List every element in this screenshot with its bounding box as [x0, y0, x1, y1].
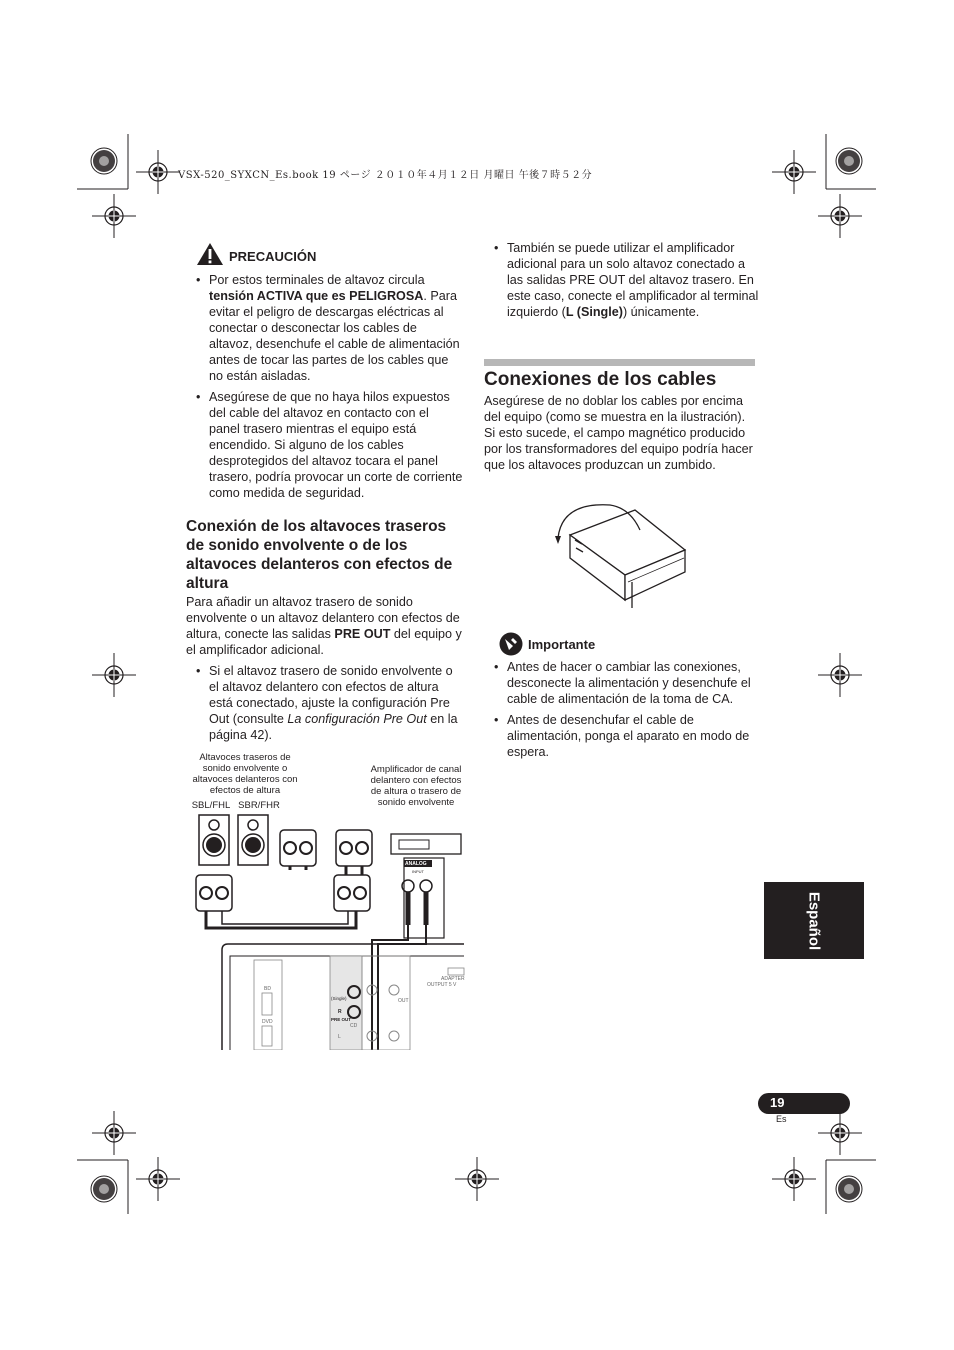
language-side-tab [764, 882, 864, 959]
caution-bullet-1-text-end: . Para evitar el peligro de descargas eléctricas al conectar o desconectar los cables de altavoz, desenchufe el cable de alimentación antes de tocar las partes de los cables que no están aisladas. [209, 289, 460, 383]
section2-heading: Conexiones de los cables [484, 369, 717, 390]
bullet-dot: • [196, 664, 201, 678]
label-l: L [338, 1034, 341, 1040]
important-note-icon [499, 632, 523, 656]
label-speakers: Altavoces traseros de sonido envolvente o altavoces delanteros con efectos de altura [192, 752, 298, 796]
caution-bullet-1 [196, 272, 463, 384]
important-bullet-1-text: Antes de hacer o cambiar las conexiones, desconecte la alimentación y desenchufe el cable de alimentación de la toma de CA. [507, 660, 751, 706]
caution-bullet-2-text: Asegúrese de que no haya hilos expuestos del cable del altavoz en contacto con el panel trasero mientras el equipo está encendido. Si alguno de los cables desprotegidos del altavoz tocara el panel trasero, podría provocar un corte de corriente como medida de seguridad. [209, 390, 463, 500]
page-language-code: Es [776, 1114, 787, 1124]
section1-heading: Conexión de los altavoces traseros de sonido envolvente o de los altavoces delanteros con efectos de altura [186, 518, 453, 592]
section-divider [484, 359, 755, 366]
caution-title: PRECAUCIÓN [229, 249, 317, 264]
section1-intro-text: Para añadir un altavoz trasero de sonido envolvente o un altavoz delantero con efectos de altura, conecte las salidas [186, 595, 460, 641]
caution-bullet-1-bold: tensión ACTIVA que es PELIGROSA [209, 289, 424, 303]
label-cd: CD [350, 1023, 358, 1029]
terminal-plate-icon [196, 875, 370, 911]
section1-bullet-text: Si el altavoz trasero de sonido envolvente o el altavoz delantero con efectos de altura está conectado, ajuste la configuración Pre Out (consulte [209, 664, 453, 726]
bullet-dot: • [494, 241, 499, 255]
bullet-dot: • [196, 273, 201, 287]
bullet-dot: • [494, 713, 499, 727]
label-r: R [338, 1009, 342, 1015]
page-number-badge [758, 1093, 850, 1114]
label-output: OUTPUT 5 V [427, 982, 457, 988]
speaker-connection-diagram [186, 810, 476, 1050]
warning-triangle-icon [196, 242, 224, 266]
section1-intro-text-end: del equipo y el amplificador adicional. [186, 627, 462, 657]
section1-bullet-text-end: en la página 42). [209, 712, 458, 742]
important-bullet-2-text: Antes de desenchufar el cable de alimentación, ponga el aparato en modo de espera. [507, 713, 750, 759]
speaker-left-icon [199, 815, 229, 865]
section1-bullet-italic: La configuración Pre Out [287, 712, 427, 726]
print-info-line: VSX-520_SYXCN_Es.book 19 ページ ２０１０年４月１２日 月曜日 午後７時５２分 [178, 170, 593, 181]
page-number: 19 [770, 1095, 785, 1110]
bullet-dot: • [494, 660, 499, 674]
caution-bullet-1-text: Por estos terminales de altavoz circula [209, 273, 425, 287]
bullet-dot: • [196, 390, 201, 404]
label-analog: ANALOG [405, 861, 427, 867]
section1-intro-bold: PRE OUT [334, 627, 391, 641]
label-single: (Single) [331, 996, 347, 1001]
label-bd: BD [264, 986, 271, 992]
right-top-bullet-bold: L (Single) [565, 305, 623, 319]
label-dvd: DVD [262, 1019, 273, 1025]
label-input: INPUT [412, 869, 424, 874]
section2-body: Asegúrese de no doblar los cables por encima del equipo (como se muestra en la ilustración). Si esto sucede, el campo magnético producido por los transformadores del equipo podría hacer que los altavoces produzcan un zumbido. [484, 394, 753, 472]
label-sbl: SBL/FHL [191, 800, 231, 811]
speaker-right-icon [238, 815, 268, 865]
important-title: Importante [528, 637, 596, 652]
label-adapter: ADAPTER [441, 976, 465, 982]
section1-bullet [196, 663, 463, 743]
cable-routing-diagram [550, 500, 690, 610]
right-top-bullet-text: También se puede utilizar el amplificador adicional para un solo altavoz conectado a las salidas PRE OUT del altavoz trasero. En este caso, conecte el amplificador al terminal izquierdo ( [507, 241, 759, 319]
label-amp: Amplificador de canal delantero con efectos de altura o trasero de sonido envolvente [370, 764, 462, 808]
caution-bullet-2 [196, 389, 463, 501]
label-sbr: SBR/FHR [238, 800, 280, 811]
important-bullet-1 [494, 659, 761, 707]
right-top-bullet-text-end: ) únicamente. [622, 305, 700, 319]
right-top-bullet [494, 240, 761, 320]
label-pre-out: PRE OUT [331, 1017, 352, 1022]
terminal-plate-icon [280, 830, 372, 866]
language-tab-label: Español [805, 891, 823, 950]
label-out: OUT [398, 998, 409, 1004]
section1-intro [186, 594, 462, 658]
important-bullet-2 [494, 712, 761, 760]
